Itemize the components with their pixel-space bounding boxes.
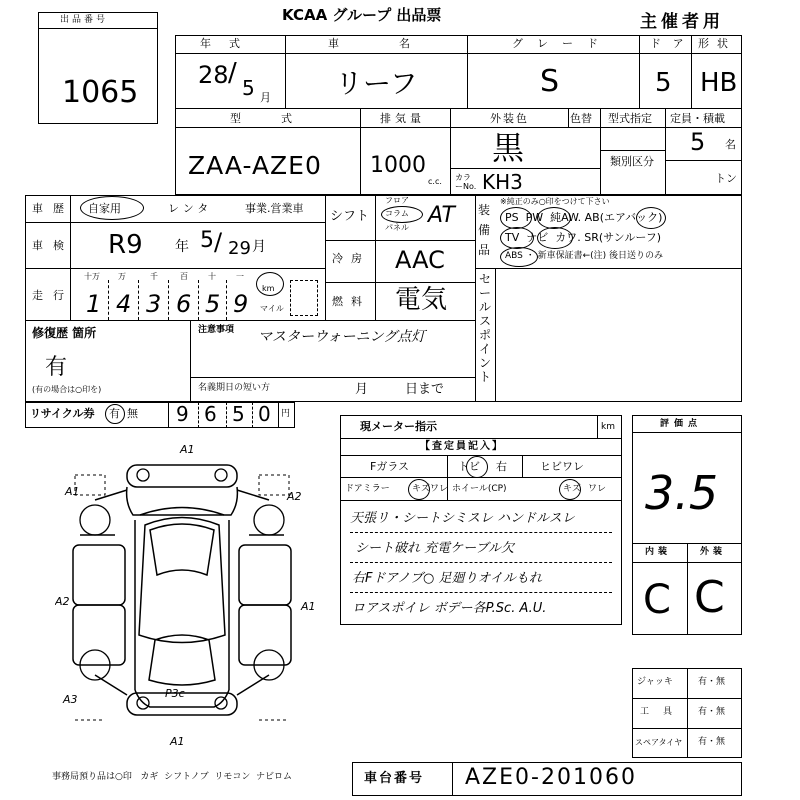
inspector-note-3: 右Fドアノブ○ 足廻りオイルもれ <box>352 571 542 586</box>
ac-value: AAC <box>395 246 445 274</box>
circle-pw <box>537 207 571 229</box>
place-10: 十 <box>208 272 216 281</box>
glass-label: Fガラス <box>370 460 409 473</box>
inspector-note-1: 天張リ・シートシミスレ ハンドルスレ <box>350 511 575 526</box>
history-block <box>25 195 742 402</box>
meter-unit: km <box>601 422 615 432</box>
repair-value: 有 <box>45 355 68 380</box>
mileage-digit-2: 4 <box>116 290 132 318</box>
body-value: HB <box>700 68 738 98</box>
shift-panel: パネル <box>385 223 409 232</box>
mileage-digit-6: 9 <box>233 290 249 318</box>
mark-front-left: A1 <box>65 485 80 498</box>
wheel-ware: ワレ <box>588 484 607 494</box>
type-spec-label: 型式指定 <box>608 112 652 125</box>
mile-checkbox <box>290 280 318 316</box>
inspector-note-4: ロアスポイレ ボデー各P.Sc. A.U. <box>352 601 547 616</box>
year-era: 28 <box>198 61 229 89</box>
circle-ab <box>636 207 666 229</box>
repaint-label: 色替 <box>570 112 592 125</box>
recycle-yes-circle <box>105 404 125 424</box>
glass-hibiware: ヒビワレ <box>540 460 584 473</box>
mark-top: A1 <box>180 445 195 456</box>
notes-label: 注意事項 <box>198 325 235 335</box>
expiry-day-unit: 日まで <box>405 382 445 397</box>
mirror-kizu-circle <box>408 479 430 500</box>
inspection-label: 車検 <box>32 239 74 252</box>
recycle-digit-1: 9 <box>176 402 189 426</box>
car-name: リーフ <box>335 67 418 100</box>
expiry-month-unit: 月 <box>355 382 369 397</box>
mark-bottom: A1 <box>170 735 185 748</box>
place-100: 百 <box>180 272 188 281</box>
shift-label: シフト <box>330 209 370 224</box>
exterior-label: 外装 <box>700 547 727 557</box>
capacity-value: 5 <box>690 128 706 156</box>
model-label: 型式 <box>230 112 332 125</box>
mileage-digit-5: 5 <box>205 290 221 318</box>
office-items: 事務局預り品は○印 カギ シフトノブ リモコン ナビロム <box>52 772 293 782</box>
interior-label: 内装 <box>645 547 672 557</box>
model-code: ZAA-AZE0 <box>188 151 322 180</box>
year-month-unit: 月 <box>260 91 271 104</box>
sales-point-label: セールスポイント <box>478 272 491 384</box>
fuel-label: 燃料 <box>332 295 370 308</box>
glass-tobi: トビ <box>458 460 480 473</box>
spare-yes-no: 有・無 <box>698 737 726 747</box>
score-value: 3.5 <box>645 466 719 520</box>
unit-km-circle <box>256 272 284 296</box>
recycle-yes: 有 <box>109 407 120 420</box>
color-no-label: カラーNo. <box>455 173 477 191</box>
recycle-unit: 円 <box>281 409 291 419</box>
history-option-rental: レンタ <box>168 202 213 215</box>
exterior-value: C <box>694 572 725 623</box>
shift-value: AT <box>428 203 455 228</box>
inspector-note-2: シート破れ 充電ケーブル欠 <box>355 541 514 556</box>
mark-rear-left: A3 <box>63 693 78 706</box>
lot-number: 1065 <box>62 75 139 110</box>
year-label: 年式 <box>200 37 258 50</box>
mileage-label: 走行 <box>32 289 74 302</box>
history-option-business: 事業.営業車 <box>245 202 304 215</box>
wheel-label: ホイール(CP) <box>452 484 507 494</box>
shift-column-circle <box>381 206 423 223</box>
color-no-value: KH3 <box>482 170 523 194</box>
lot-number-label: 出品番号 <box>60 15 109 25</box>
mileage-digit-1: 1 <box>86 290 102 318</box>
ac-label: 冷房 <box>332 252 370 265</box>
glass-migi: 右 <box>496 460 507 473</box>
car-damage-diagram <box>55 445 325 750</box>
equipment-label: 装備品 <box>478 203 491 257</box>
ton-unit: トン <box>715 172 737 185</box>
grade-value: S <box>540 64 560 99</box>
unit-mile: マイル <box>260 304 284 313</box>
recycle-no: 無 <box>127 407 138 420</box>
year-slash: / <box>228 58 237 88</box>
mark-front-right: A2 <box>287 490 302 503</box>
mirror-kizu: キズ <box>412 484 430 494</box>
inspection-era: R9 <box>108 230 143 260</box>
mirror-ware: ワレ <box>430 484 449 494</box>
place-10k: 万 <box>118 272 126 281</box>
inspection-month-unit: 月 <box>252 239 266 255</box>
shift-column: コラム <box>385 209 409 218</box>
displacement-value: 1000 <box>370 153 426 178</box>
inspector-title: 【査定員記入】 <box>420 441 504 452</box>
inspection-year-unit: 年 <box>175 239 189 255</box>
chassis-value: AZE0-201060 <box>465 765 637 790</box>
circle-abs <box>500 247 538 267</box>
ext-color-value: 黒 <box>492 129 525 167</box>
displacement-label: 排気量 <box>380 112 425 125</box>
class-label: 類別区分 <box>610 155 654 168</box>
inspection-day: 29 <box>228 238 251 259</box>
history-label: 車歴 <box>32 202 74 215</box>
form-title: KCAA グループ 出品票 <box>282 6 442 24</box>
mileage-digit-4: 6 <box>176 290 192 318</box>
meter-label: 現メーター指示 <box>360 420 437 433</box>
equipment-row-3: ABS ・ 新車保証書←(注) 後日送りのみ <box>505 251 664 261</box>
recycle-digit-3: 5 <box>232 402 245 426</box>
grade-label: グレード <box>512 37 612 50</box>
notes-value: マスターウォーニング点灯 <box>258 329 426 345</box>
ext-color-label: 外装色 <box>490 112 529 125</box>
cc-unit: c.c. <box>428 177 442 186</box>
equipment-row-1: PS PW 純AW. AB(エアバック) <box>505 211 663 224</box>
capacity-unit: 名 <box>725 138 736 151</box>
mark-left-mid: A2 <box>55 595 70 608</box>
inspection-slash: / <box>214 228 223 256</box>
body-label: 形状 <box>698 37 736 50</box>
interior-value: C <box>643 577 671 623</box>
circle-tv <box>500 227 534 249</box>
history-selected-circle <box>80 196 144 220</box>
equipment-row-2: TV ナビ カワ. SR(サンルーフ) <box>505 231 662 244</box>
mark-body-note: P3c <box>165 687 185 700</box>
doors-value: 5 <box>655 68 672 98</box>
inspection-month: 5 <box>200 228 214 253</box>
repair-label: 修復歴 箇所 <box>32 326 97 340</box>
jack-label: ジャッキ <box>637 677 673 687</box>
year-month: 5 <box>242 76 255 100</box>
recycle-digit-4: 0 <box>258 402 271 426</box>
jack-yes-no: 有・無 <box>698 677 726 687</box>
copy-label: 主催者用 <box>640 12 724 32</box>
fuel-value: 電気 <box>395 285 448 315</box>
history-option-private: 自家用 <box>88 202 121 215</box>
mark-right-mid: A1 <box>301 600 316 613</box>
equipment-note: ※純正のみ○印をつけて下さい <box>500 197 610 206</box>
wheel-kizu-circle <box>559 479 581 500</box>
chassis-label: 車台番号 <box>364 771 425 786</box>
repair-note: (有の場合は○印を) <box>32 385 102 394</box>
capacity-label: 定員・積載 <box>670 112 725 125</box>
wheel-kizu: キズ <box>563 484 581 494</box>
place-1k: 千 <box>150 272 158 281</box>
tool-yes-no: 有・無 <box>698 707 726 717</box>
place-1: 一 <box>236 272 244 281</box>
mirror-label: ドアミラー <box>345 484 390 494</box>
recycle-label: リサイクル券 <box>30 407 95 420</box>
glass-tobi-circle <box>466 456 488 478</box>
recycle-digit-2: 6 <box>204 402 217 426</box>
score-label: 評価点 <box>660 419 703 429</box>
doors-label: ドア <box>650 37 696 50</box>
expiry-label: 名義期日の短い方 <box>198 383 271 393</box>
mileage-digit-3: 3 <box>146 290 162 318</box>
car-name-label: 車名 <box>328 37 470 50</box>
tool-label: 工具 <box>640 707 687 717</box>
shift-floor: フロア <box>385 196 409 205</box>
spare-label: スペアタイヤ <box>635 738 683 747</box>
unit-km: km <box>262 284 275 293</box>
circle-navi <box>537 227 573 249</box>
circle-ps <box>500 207 532 229</box>
place-100k: 十万 <box>84 272 100 281</box>
